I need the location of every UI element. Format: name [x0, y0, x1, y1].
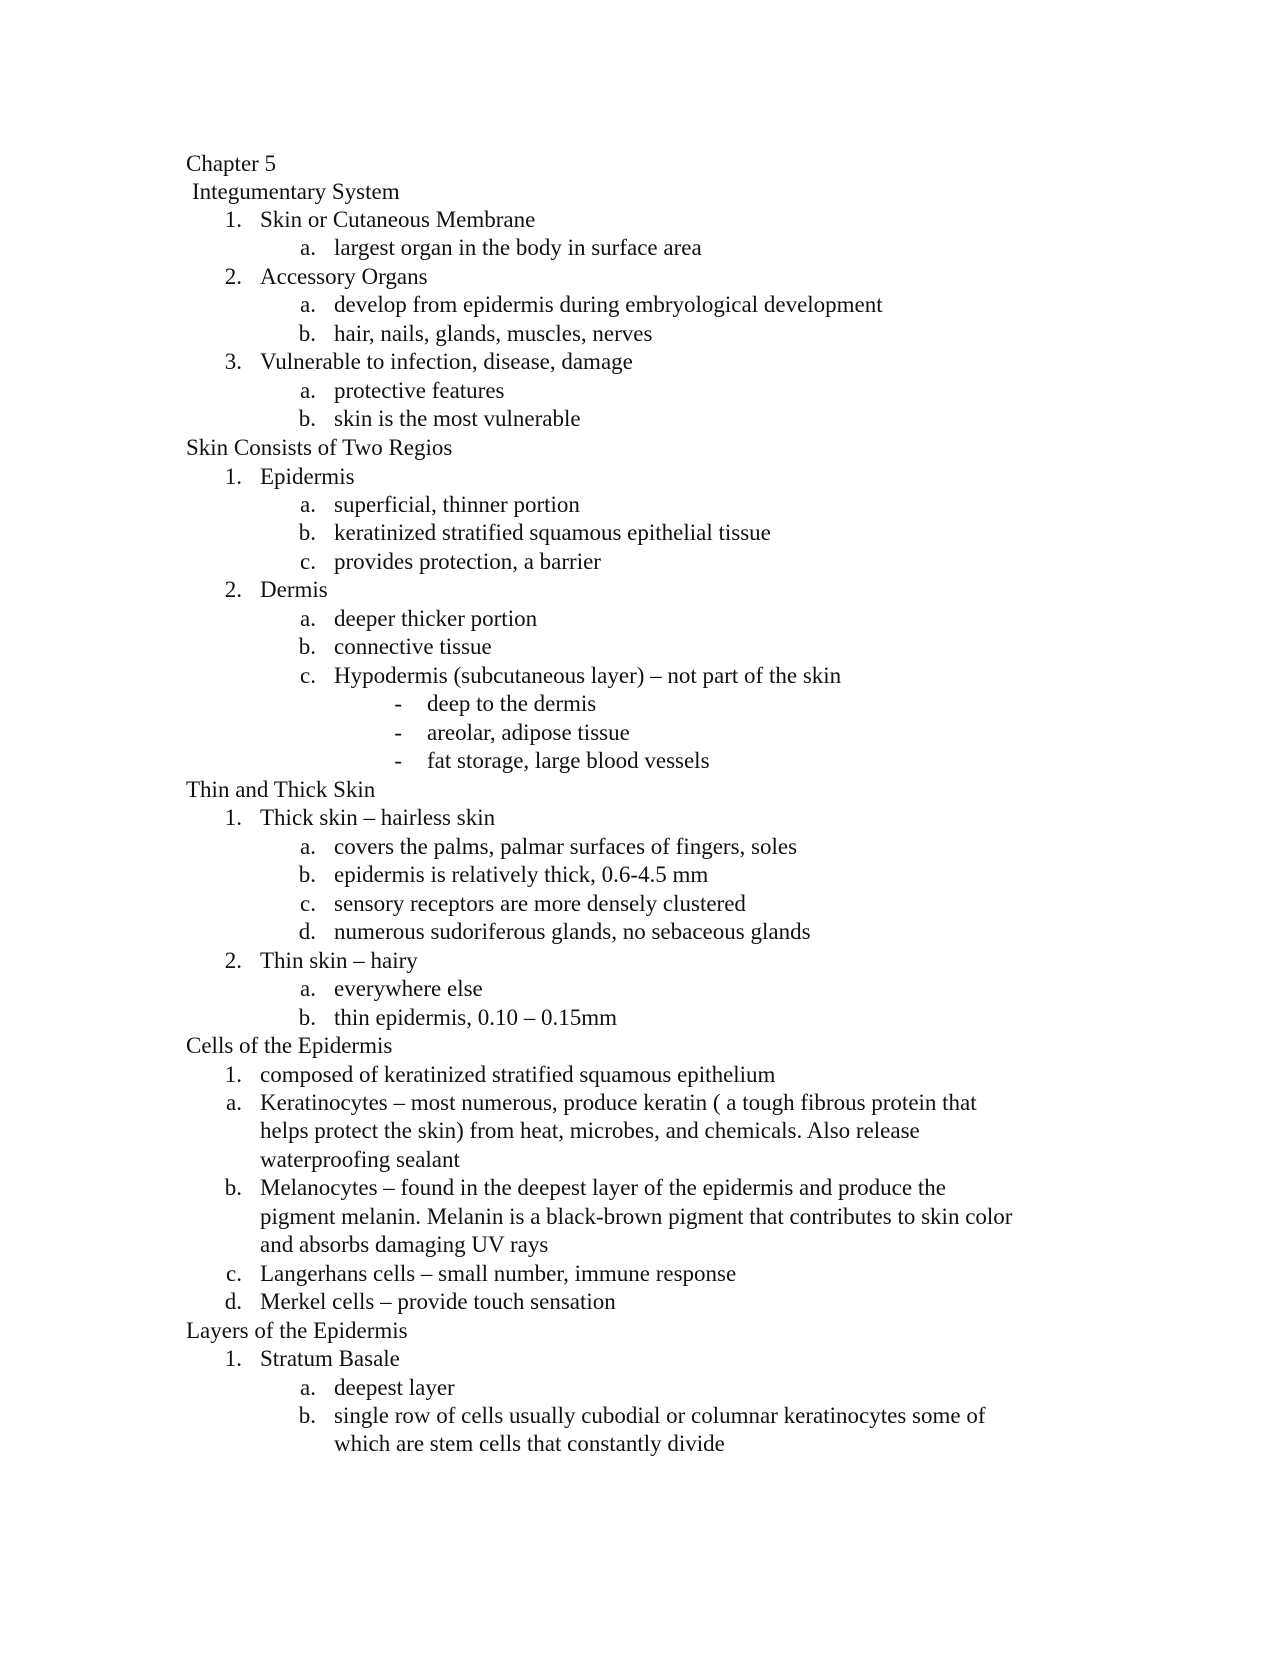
- list-marker: c.: [226, 1261, 242, 1286]
- list-marker: a.: [300, 606, 316, 631]
- list-marker: a.: [300, 976, 316, 1001]
- list-marker: d.: [224, 1289, 242, 1314]
- list-marker: c.: [300, 549, 316, 574]
- list-item: composed of keratinized stratified squamous epithelium: [260, 1062, 776, 1087]
- list-marker: b.: [298, 1005, 316, 1030]
- list-marker: a.: [300, 834, 316, 859]
- list-item: largest organ in the body in surface area: [334, 235, 702, 260]
- list-item-line: pigment melanin. Melanin is a black-brown pigment that contributes to skin color: [260, 1204, 1013, 1229]
- list-item: Skin or Cutaneous Membrane: [260, 207, 536, 232]
- list-marker: a.: [226, 1090, 242, 1115]
- list-item: Epidermis: [260, 464, 355, 489]
- list-item: skin is the most vulnerable: [334, 406, 581, 431]
- list-item: deeper thicker portion: [334, 606, 538, 631]
- list-item-line: helps protect the skin) from heat, microbes, and chemicals. Also release: [260, 1118, 920, 1143]
- list-item-line: waterproofing sealant: [260, 1147, 460, 1172]
- list-item: Thin skin – hairy: [260, 948, 418, 973]
- section-heading: Layers of the Epidermis: [186, 1318, 408, 1343]
- list-item: epidermis is relatively thick, 0.6-4.5 mm: [334, 862, 709, 887]
- list-item: superficial, thinner portion: [334, 492, 580, 517]
- list-marker: b.: [298, 862, 316, 887]
- list-item-line: Langerhans cells – small number, immune response: [260, 1261, 737, 1286]
- list-item: connective tissue: [334, 634, 492, 659]
- list-marker: c.: [300, 663, 316, 688]
- list-marker: a.: [300, 1375, 316, 1400]
- bullet-item: areolar, adipose tissue: [427, 720, 630, 745]
- list-marker: b.: [298, 520, 316, 545]
- bullet-marker: -: [394, 720, 402, 745]
- list-marker: a.: [300, 492, 316, 517]
- list-item: Dermis: [260, 577, 328, 602]
- document-title: Integumentary System: [192, 179, 400, 204]
- list-item: thin epidermis, 0.10 – 0.15mm: [334, 1005, 618, 1030]
- list-marker: b.: [298, 1403, 316, 1428]
- list-marker: 1.: [224, 464, 242, 489]
- bullet-marker: -: [394, 748, 402, 773]
- list-item-line: Melanocytes – found in the deepest layer of the epidermis and produce the: [260, 1175, 946, 1200]
- bullet-marker: -: [394, 691, 402, 716]
- list-marker: d.: [298, 919, 316, 944]
- list-item: everywhere else: [334, 976, 483, 1001]
- list-item-line: Keratinocytes – most numerous, produce keratin ( a tough fibrous protein that: [260, 1090, 977, 1115]
- list-item: keratinized stratified squamous epithelial tissue: [334, 520, 771, 545]
- list-marker: a.: [300, 378, 316, 403]
- list-item: protective features: [334, 378, 505, 403]
- list-marker: b.: [224, 1175, 242, 1200]
- list-marker: 1.: [224, 805, 242, 830]
- list-item: Vulnerable to infection, disease, damage: [260, 349, 633, 374]
- list-marker: 2.: [224, 948, 242, 973]
- list-item: Accessory Organs: [260, 264, 428, 289]
- list-item: develop from epidermis during embryological development: [334, 292, 883, 317]
- list-item: Thick skin – hairless skin: [260, 805, 496, 830]
- list-marker: b.: [298, 406, 316, 431]
- list-item: Hypodermis (subcutaneous layer) – not part of the skin: [334, 663, 842, 688]
- list-item: numerous sudoriferous glands, no sebaceous glands: [334, 919, 811, 944]
- section-heading: Skin Consists of Two Regios: [186, 435, 453, 460]
- list-marker: 2.: [224, 264, 242, 289]
- bullet-item: deep to the dermis: [427, 691, 597, 716]
- list-marker: 1.: [224, 1062, 242, 1087]
- section-heading: Cells of the Epidermis: [186, 1033, 393, 1058]
- list-marker: a.: [300, 292, 316, 317]
- list-item-line: which are stem cells that constantly divide: [334, 1431, 725, 1456]
- list-marker: b.: [298, 321, 316, 346]
- list-item: provides protection, a barrier: [334, 549, 601, 574]
- list-marker: 1.: [224, 1346, 242, 1371]
- list-item-line: and absorbs damaging UV rays: [260, 1232, 549, 1257]
- list-marker: c.: [300, 891, 316, 916]
- list-item: Stratum Basale: [260, 1346, 400, 1371]
- chapter-label: Chapter 5: [186, 151, 277, 176]
- list-marker: 2.: [224, 577, 242, 602]
- list-item: hair, nails, glands, muscles, nerves: [334, 321, 653, 346]
- list-marker: 3.: [224, 349, 242, 374]
- list-item-line: deepest layer: [334, 1375, 455, 1400]
- list-marker: 1.: [224, 207, 242, 232]
- section-heading: Thin and Thick Skin: [186, 777, 376, 802]
- bullet-item: fat storage, large blood vessels: [427, 748, 710, 773]
- list-item: sensory receptors are more densely clustered: [334, 891, 746, 916]
- list-item-line: Merkel cells – provide touch sensation: [260, 1289, 616, 1314]
- list-item: covers the palms, palmar surfaces of fingers, soles: [334, 834, 798, 859]
- list-item-line: single row of cells usually cubodial or columnar keratinocytes some of: [334, 1403, 986, 1428]
- list-marker: a.: [300, 235, 316, 260]
- list-marker: b.: [298, 634, 316, 659]
